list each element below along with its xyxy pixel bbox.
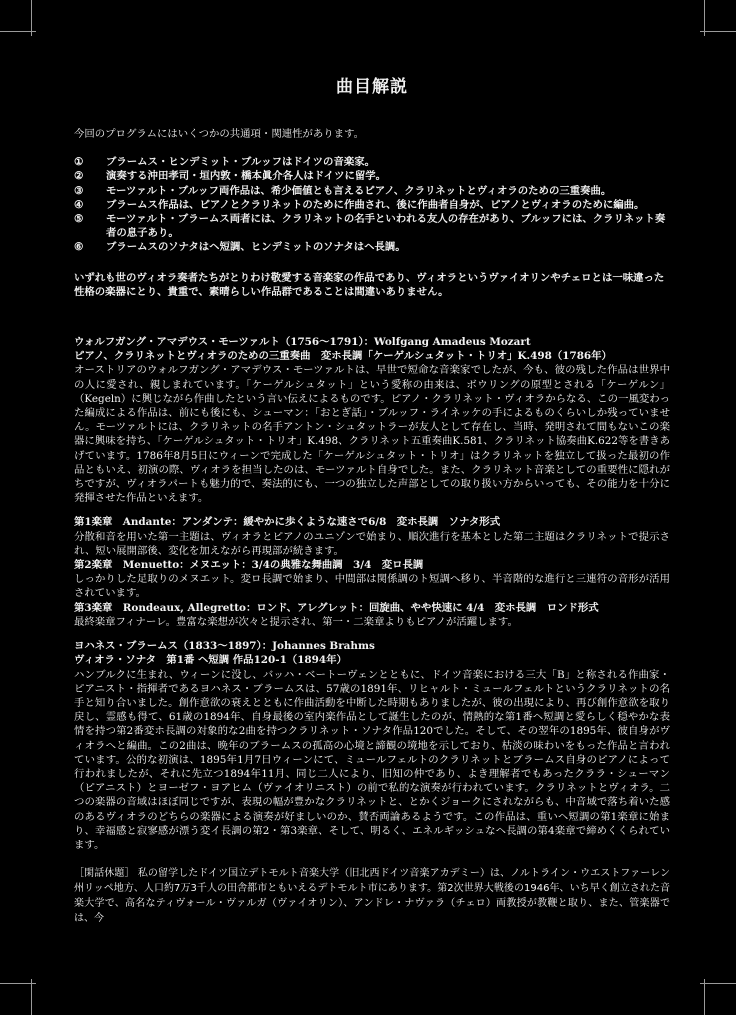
brahms-section [74,639,670,852]
mozart-description: オーストリアのウォルフガング・アマデウス・モーツァルトは、早世で短命な音楽家でしたが、今も、彼の残した作品は世界中の人に愛され、親しまれています。「ケーゲルシュタット」という愛称の由来は、ボウリングの原型とされる「ケーゲルン」（Kegeln）に興じながら作曲したという言い伝えによるものです。ピアノ・クラリネット・ヴィオラからなる、この一風変わった編成による作品は、前にも後にも、シューマン：「おとぎ話」・ブルッフ・ライネッケの手によるものくらいしか残っていません。モーツァルトには、クラリネットの名手アントン・シュタットラーが友人として存在し、当時、発明されて間もないこの楽器に興味を持ち、「ケーゲルシュタット・トリオ」K.498、クラリネット五重奏曲K.581、クラリネット協奏曲K.622等を書きあげています。1786年8月5日にウィーンで完成した「ケーゲルシュタット・トリオ」はクラリネットを独立して扱った最初の作品ともいえ、初演の際、ヴィオラを担当したのは、モーツァルト自身でした。また、クラリネット音楽としての重要性に隠れがちですが、ヴィオラパートも魅力的で、奏法的にも、一つの独立した声部としての取り扱い方からいっても、その能力を十分に発揮させた作品といえます。 [74,364,670,505]
crop-mark [704,0,705,36]
list-item: ⑥ ブラームスのソナタはヘ短調、ヒンデミットのソナタはヘ長調。 [74,241,406,254]
aside-text: ［閑話休題］ 私の留学したドイツ国立デトモルト音楽大学（旧北西ドイツ音楽アカデミー）は、ノルトライン・ウエストファーレン州リッペ地方、人口約7万3千人の田舎都市ともいえるデトモルト市にあります。第2次世界大戦後の1946年、いち早く創立された音楽大学で、高名なティヴォール・ヴァルガ（ヴァイオリン）、アンドレ・ナヴァラ（チェロ）両教授が教鞭と取り、また、管楽器では、今 [74,868,670,925]
movement-1 [74,515,670,558]
movement-2 [74,558,670,601]
page-title: 曲目解説 [336,77,408,97]
movement-3 [74,601,670,629]
crop-mark [704,979,705,1015]
brahms-description: ハンブルクに生まれ、ウィーンに没し、バッハ・ベートーヴェンとともに、ドイツ音楽における三大「B」と称される作曲家・ピアニスト・指揮者であるヨハネス・ブラームスは、57歳の1891年、リヒャルト・ミュールフェルトというクラリネットの名手と知り合いました。創作意欲の衰えとともに作曲活動を中断した時期もありましたが、彼の出現により、再び創作意欲を取り戻し、霊感も得て、61歳の1894年、自身最後の室内楽作品として誕生したのが、情熱的な第1番ヘ短調と愛らしく穏やかな表情を持つ第2番変ホ長調の対象的な2曲を持つクラリネット・ソナタ作品120でした。そして、その翌年の1895年、彼自身がヴィオラへと編曲。この2曲は、晩年のブラームスの孤高の心境と諦観の境地を示しており、枯淡の味わいをもった作品と言われています。公的な初演は、1895年1月7日ウィーンにて、ミュールフェルトのクラリネットとブラームス自身のピアノによって行われましたが、それに先立つ1894年11月、同じ二人により、旧知の仲であり、よき理解者でもあったクララ・シューマン（ピアニスト）とヨーゼフ・ヨアヒム（ヴァイオリニスト）の前で私的な演奏が行われています。クラリネットとヴィオラ。二つの楽器の音域はほぼ同じですが、表現の幅が豊かなクラリネットと、とかくジョークにされながらも、中音域で落ち着いた感のあるヴィオラのどちらの楽器による演奏が好ましいのか、賛否両論あるようです。この作品は、重いヘ短調の第1楽章に始まり、幸福感と寂寥感が漂う変イ長調の第2・第3楽章、そして、明るく、エネルギッシュなヘ長調の第4楽章で締めくくられています。 [74,668,670,851]
work-title: ヴィオラ・ソナタ 第1番 ヘ短調 作品120-1（1894年） [74,654,347,667]
list-item: ⑤ モーツァルト・ブラームス両者には、クラリネットの名手といわれる友人の存在があり、ブルッフには、クラリネット奏者の息子あり。 [74,213,666,240]
work-title: ピアノ、クラリネットとヴィオラのための三重奏曲 変ホ長調「ケーゲルシュタット・トリオ」K.498（1786年） [74,350,612,363]
crop-mark [31,0,32,36]
list-item: ③ モーツァルト・ブルッフ両作品は、希少価値とも言えるピアノ、クラリネットとヴィオラのための三重奏曲。 [74,184,612,197]
list-item: ② 演奏する沖田孝司・垣内敦・橋本眞介各人はドイツに留学。 [74,170,387,183]
composer-heading: ヨハネス・ブラームス（1833～1897）：Johannes Brahms [74,640,375,653]
composer-heading: ウォルフガング・アマデウス・モーツァルト（1756～1791）：Wolfgang Amadeus Mozart [74,336,531,349]
movement-heading: 第3楽章 Rondeaux, Allegretto：ロンド、アレグレット：回旋曲、やや快速に 4/4 変ホ長調 ロンド形式 [74,601,599,614]
common-points-list [74,155,670,254]
summary-text: いずれも世のヴィオラ奏者たちがとりわけ敬愛する音楽家の作品であり、ヴィオラというヴァイオリンやチェロとは一味違った性格の楽器にとり、貴重で、素晴らしい作品群であることは間違いありません。 [74,271,665,298]
mozart-section [74,335,670,629]
crop-mark [31,979,32,1015]
list-item: ① ブラームス・ヒンデミット・ブルッフはドイツの音楽家。 [74,156,376,169]
intro-text: 今回のプログラムにはいくつかの共通項・関連性があります。 [74,128,364,140]
list-item: ④ ブラームス作品は、ピアノとクラリネットのために作曲され、後に作曲者自身が、ピアノとヴィオラのために編曲。 [74,198,645,211]
crop-mark [700,983,736,984]
program-notes-page [74,72,670,926]
movement-description: 最終楽章フィナーレ。豊富な楽想が次々と提示され、第一・二楽章よりもピアノが活躍します。 [74,615,518,628]
movement-heading: 第1楽章 Andante：アンダンテ：緩やかに歩くような速さで6/8 変ホ長調 ソナタ形式 [74,516,501,529]
crop-mark [700,31,736,32]
movement-description: しっかりした足取りのメヌエット。変ロ長調で始まり、中間部は関係調のト短調へ移り、半音階的な進行と三連符の音形が活用されています。 [74,573,670,600]
movement-heading: 第2楽章 Menuetto：メヌエット：3/4の典雅な舞曲調 3/4 変ロ長調 [74,559,424,572]
movement-description: 分散和音を用いた第一主題は、ヴィオラとピアノのユニゾンで始まり、順次進行を基本とした第二主題はクラリネットで提示され、短い展開部後、変化を加えながら再現部が続きます。 [74,530,670,557]
